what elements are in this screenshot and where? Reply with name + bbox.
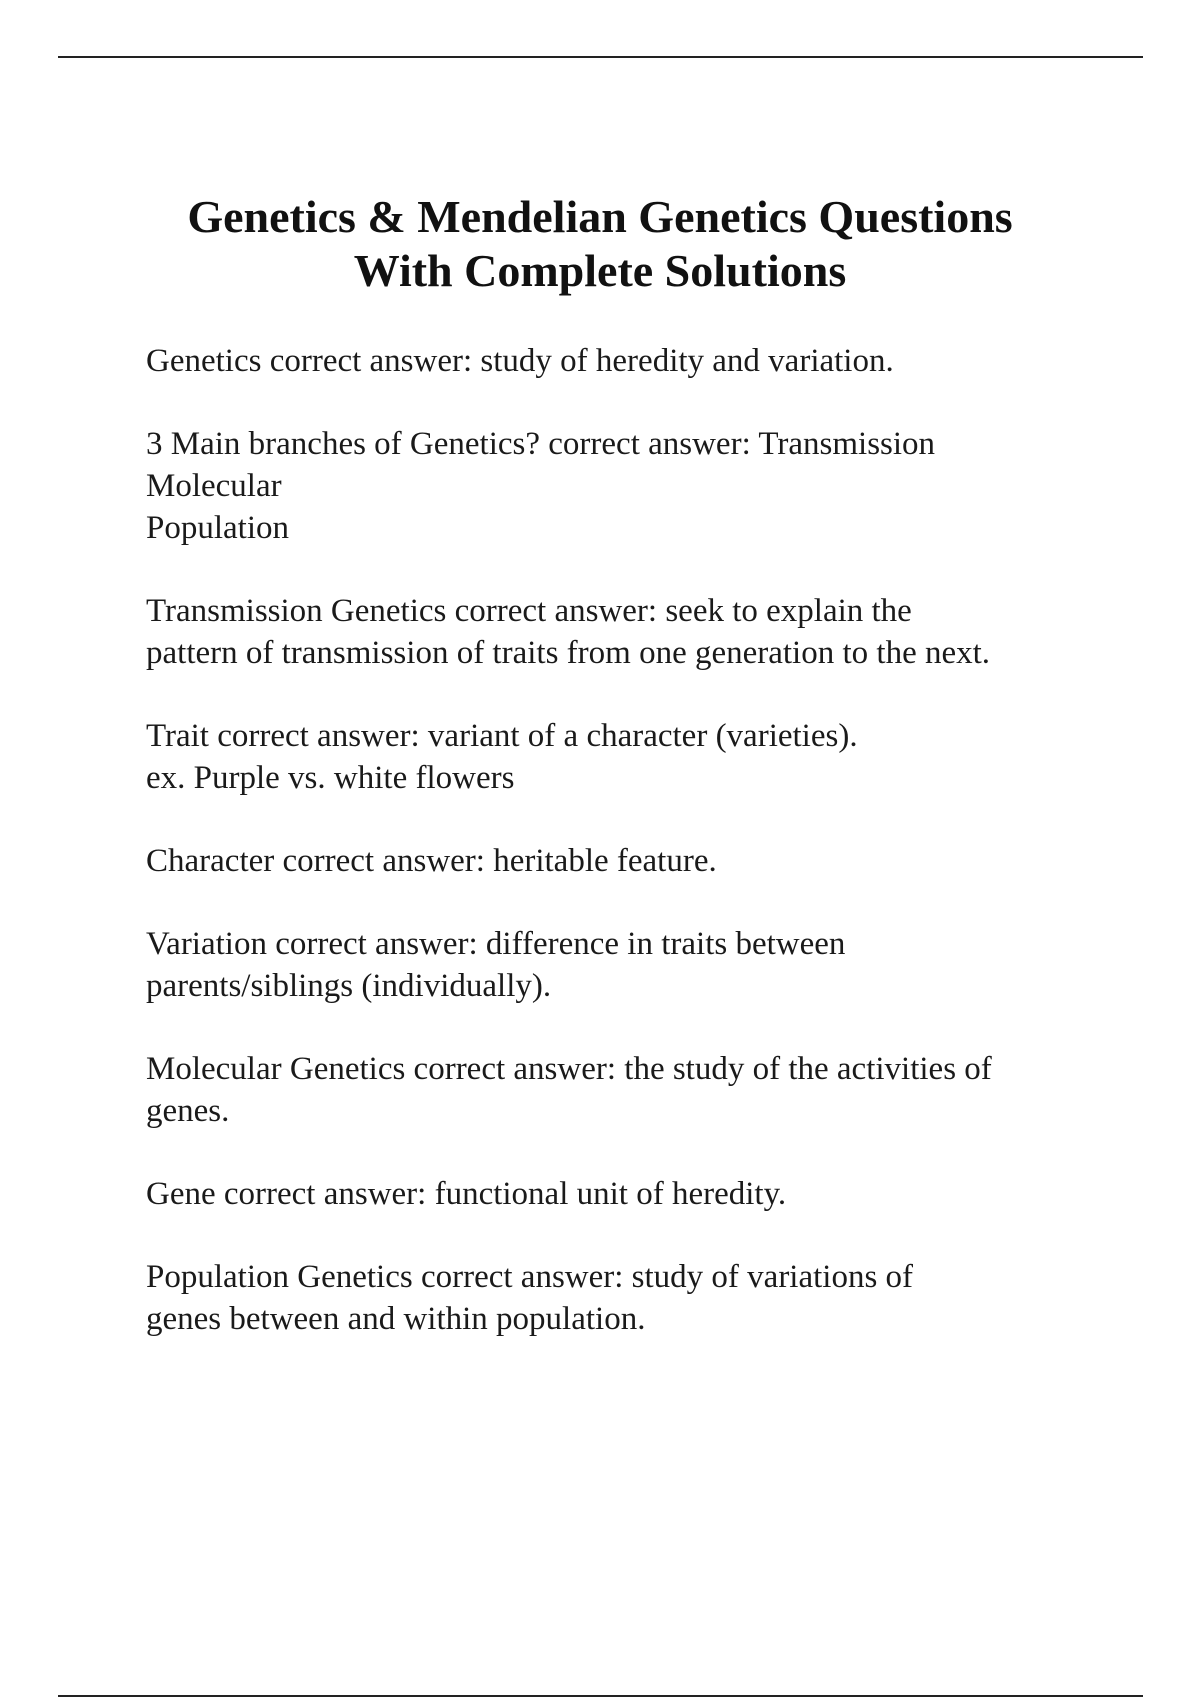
qa-line: 3 Main branches of Genetics? correct answer: Transmission [146,426,936,462]
qa-line: Character correct answer: heritable feature. [146,843,717,879]
bottom-rule [58,1695,1143,1697]
qa-line: Gene correct answer: functional unit of heredity. [146,1176,787,1212]
qa-item-trait [146,715,1106,799]
title-line-2: With Complete Solutions [353,245,847,296]
qa-line: Molecular [146,468,282,504]
qa-item-variation [146,923,1106,1007]
qa-line: parents/siblings (individually). [146,968,552,1004]
qa-item-population-genetics [146,1256,1106,1340]
qa-line: Population [146,510,290,546]
qa-item-transmission-genetics [146,590,1106,674]
top-rule [58,56,1143,58]
qa-item-gene [146,1173,1106,1215]
qa-line: Genetics correct answer: study of heredity and variation. [146,343,894,379]
qa-line: ex. Purple vs. white flowers [146,760,515,796]
qa-item-character [146,840,1106,882]
qa-item-molecular-genetics [146,1048,1106,1132]
qa-line: Trait correct answer: variant of a character (varieties). [146,718,858,754]
qa-line: Transmission Genetics correct answer: seek to explain the [146,593,912,629]
qa-item-genetics [146,340,1106,382]
qa-list [146,340,1106,1381]
qa-line: pattern of transmission of traits from one generation to the next. [146,635,991,671]
qa-line: Population Genetics correct answer: study of variations of [146,1259,914,1295]
qa-line: Variation correct answer: difference in traits between [146,926,846,962]
qa-line: genes between and within population. [146,1301,646,1337]
qa-item-main-branches [146,423,1106,549]
title-line-1: Genetics & Mendelian Genetics Questions [187,191,1013,242]
qa-line: Molecular Genetics correct answer: the study of the activities of [146,1051,992,1087]
document-title [100,190,1100,298]
qa-line: genes. [146,1093,230,1129]
